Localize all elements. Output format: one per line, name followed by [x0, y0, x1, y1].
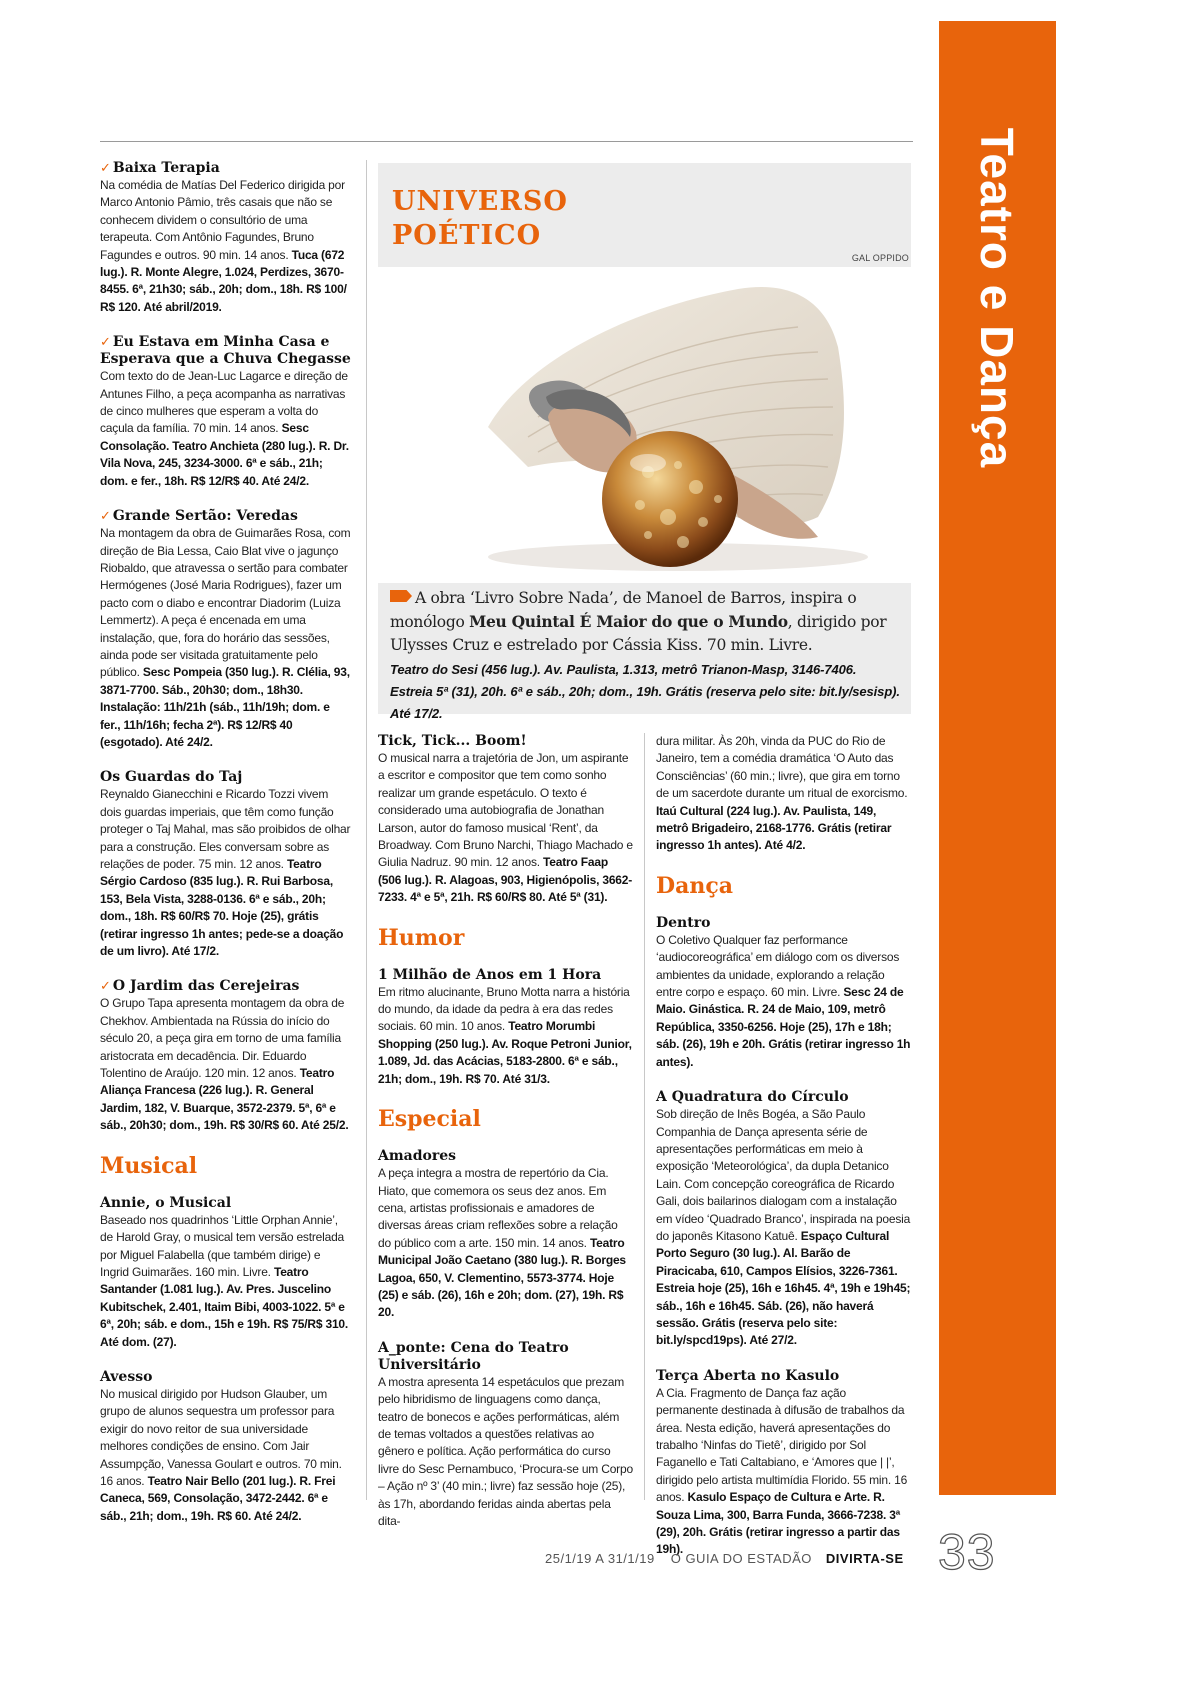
listing-text: O Grupo Tapa apresenta montagem da obra de Chekhov. Ambientada na Rússia do início do século 20, a peça gira em torno de uma família aristocrata em decadência. Dir. Eduardo Tolentino de Araújo. 120 min. 12 anos. Teatro Aliança Francesa (226 lug.). R. General Jardim, 182, V. Buarque, 3572-2379. 5ª, 6ª e sáb., 20h30; dom., 19h. R$ 30/R$ 60. Até 25/2. — [100, 996, 349, 1133]
listing-text: A mostra apresenta 14 espetáculos que prezam pelo hibridismo de linguagens como dança, teatro de bonecos e ações performáticas, além de temas voltados a questões relativas ao gênero e política. Ação performática do curso livre do Sesc Pernambuco, ‘Procura-se um Corpo – Ação nº 3’ (40 min.; livre) faz sessão hoje (25), às 17h, abordando feridas ainda abertas pela dita- — [378, 1374, 633, 1528]
listing-text: Sob direção de Inês Bogéa, a São Paulo Companhia de Dança apresenta série de apresentações performáticas em meio à exposição ‘Meteorológica’, da dupla Detanico Lain. Com concepção coreográfica de Ricardo Gali, dois bailarinos dialogam com a instalação em vídeo ‘Quadrado Branco’, inspirada na poesia do japonês Kitasono Katuê. Espaço Cultural Porto Seguro (30 lug.). Al. Barão de Piracicaba, 610, Campos Elísios, 3226-7361. Estreia hoje (25), 16h e 16h45. 4ª, 19h e 19h45; sáb., 16h e 16h45. Sáb. (26), não haverá sessão. Grátis (reserva pelo site: bit.ly/spcd19ps). Até 27/2. — [656, 1107, 911, 1348]
listing-entry — [100, 1369, 352, 1525]
listing-text: Reynaldo Gianecchini e Ricardo Tozzi vivem dois guardas imperiais, que têm como função proteger o Taj Mahal, mas são proibidos de olhar para a construção. Eles conversam sobre as relações de poder. 75 min. 12 anos. Teatro Sérgio Cardoso (835 lug.). R. Rui Barbosa, 153, Bela Vista, 3288-0136. 6ª e sáb., 20h; dom., 18h. R$ 60/R$ 70. Hoje (25), grátis (retirar ingresso 1h antes; pede-se a doação de um livro). Até 17/2. — [100, 787, 351, 959]
top-rule — [100, 141, 913, 142]
listing-title: ✓ Eu Estava em Minha Casa e Esperava que a Chuva Chegasse — [100, 334, 351, 368]
section-title: Teatro e Dança — [971, 127, 1023, 469]
listing-title: A Quadratura do Círculo — [656, 1089, 849, 1106]
listing-text: dura militar. Às 20h, vinda da PUC do Rio de Janeiro, tem a comédia dramática ‘O Auto das Consciências’ (60 min.; livre), que gira em torno de um sacerdote durante um ritual de exorcismo. Itaú Cultural (224 lug.). Av. Paulista, 149, metrô Brigadeiro, 2168-1776. Grátis (retirar ingresso 1h antes). Até 4/2. — [656, 734, 908, 853]
feature-venue-info: Teatro do Sesi (456 lug.). Av. Paulista, 1.313, metrô Trianon-Masp, 3146-7406. Estreia 5ª (31), 20h. 6ª e sáb., 20h; dom., 19h. Grátis (reserva pelo site: bit.ly/sesisp). Até 17/2. — [390, 662, 900, 721]
listing-entry — [100, 160, 352, 316]
column-left — [100, 160, 352, 1543]
listing-title: Avesso — [100, 1368, 153, 1385]
listing-text: Na comédia de Matías Del Federico dirigida por Marco Antonio Pâmio, três casais que não se conhecem dividem o consultório de uma terapeuta. Com Antônio Fagundes, Bruno Fagundes e outros. 90 min. 14 anos. Tuca (672 lug.). R. Monte Alegre, 1.024, Perdizes, 3670-8455. 6ª, 21h30; sáb., 20h; dom., 18h. R$ 100/ R$ 120. Até abril/2019. — [100, 178, 347, 314]
page-footer — [545, 1551, 904, 1566]
listing-text: A peça integra a mostra de repertório da Cia. Hiato, que comemora os seus dez anos. Em cena, artistas profissionais e amadores de diversas áreas criam reflexões sobre a relação do público com a arte. 150 min. 14 anos. Teatro Municipal João Caetano (380 lug.). R. Borges Lagoa, 650, V. Clementino, 5573-3774. Hoje (25) e sáb. (26), 16h e 20h; dom. (27), 19h. R$ 20. — [378, 1166, 626, 1320]
checkmark-icon: ✓ — [100, 335, 111, 351]
issue-dates: 25/1/19 A 31/1/19 — [545, 1551, 655, 1566]
listing-title: 1 Milhão de Anos em 1 Hora — [378, 966, 602, 983]
listing-title: Dentro — [656, 914, 711, 931]
listing-entry — [100, 1195, 352, 1351]
listing-text: Com texto do de Jean-Luc Lagarce e direção de Antunes Filho, a peça acompanha as narrativas de cinco mulheres que esperam a volta do caçula da família. 70 min. 14 anos. Sesc Consolação. Teatro Anchieta (280 lug.). R. Dr. Vila Nova, 245, 3234-3000. 6ª e sáb., 21h; dom. e fer., 18h. R$ 12/R$ 40. Até 24/2. — [100, 369, 349, 488]
feature-caption: A obra ‘Livro Sobre Nada’, de Manoel de Barros, inspira o monólogo Meu Quintal É Maior do que o Mundo, dirigido por Ulysses Cruz e estrelado por Cássia Kiss. 70 min. Livre. — [390, 589, 887, 654]
listing-title: A_ponte: Cena do Teatro Universitário — [378, 1339, 569, 1373]
listing-entry — [378, 1148, 633, 1322]
section-heading-humor: Humor — [378, 924, 465, 951]
section-heading-musical: Musical — [100, 1152, 198, 1179]
column-divider — [366, 160, 367, 1500]
listing-title: ✓ Grande Sertão: Veredas — [100, 508, 298, 525]
listing-text: O Coletivo Qualquer faz performance ‘audiocoreográfica’ em diálogo com os diversos ambientes da unidade, explorando a relação entre corpo e espaço. 60 min. Livre. Sesc 24 de Maio. Ginástica. R. 24 de Maio, 109, metrô República, 3350-6256. Hoje (25), 17h e 18h; sáb. (26), 19h e 20h. Grátis (retirar ingresso 1h antes). — [656, 932, 911, 1069]
listing-title: Amadores — [378, 1148, 457, 1165]
listing-title: Annie, o Musical — [100, 1194, 232, 1211]
checkmark-icon: ✓ — [100, 509, 111, 525]
listing-title: Os Guardas do Taj — [100, 769, 243, 786]
listing-entry — [100, 769, 352, 960]
photo-credit: GAL OPPIDO — [851, 253, 909, 263]
listing-entry — [378, 1340, 633, 1531]
listing-entry — [656, 915, 911, 1071]
listing-title: Tick, Tick... Boom! — [378, 733, 527, 749]
listing-text: Baseado nos quadrinhos ‘Little Orphan Annie’, de Harold Gray, o musical tem versão estrelada por Miguel Falabella (que também dirige) e Ingrid Guimarães. 160 min. Livre. Teatro Santander (1.081 lug.). Av. Pres. Juscelino Kubitschek, 2.401, Itaim Bibi, 4003-1022. 5ª e 6ª, 20h; sáb. e dom., 15h e 19h. R$ 75/R$ 310. Até dom. (27). — [100, 1212, 349, 1349]
section-heading-danca: Dança — [656, 872, 733, 899]
listing-entry — [100, 978, 352, 1134]
listing-entry — [656, 1368, 911, 1559]
listing-entry — [378, 733, 633, 907]
checkmark-icon: ✓ — [100, 161, 111, 176]
checkmark-icon: ✓ — [100, 979, 111, 995]
listing-text: Em ritmo alucinante, Bruno Motta narra a história do mundo, da idade da pedra à era das redes sociais. 60 min. 10 anos. Teatro Morumbi Shopping (250 lug.). Av. Roque Petroni Junior, 1.089, Jd. das Acácias, 5183-2800. 6ª e sáb., 21h; dom., 19h. R$ 70. Até 31/3. — [378, 984, 632, 1086]
listing-text: Na montagem da obra de Guimarães Rosa, com direção de Bia Lessa, Caio Blat vive o jagunço Riobaldo, que atravessa o sertão para combater Hermógenes (José Maria Rodrigues), fazer um pacto com o diabo e encontrar Diadorim (Luiza Lemmertz). A peça é encenada em uma instalação, que, fora do horário das sessões, ainda pode ser visitada gratuitamente pelo público. Sesc Pompeia (350 lug.). R. Clélia, 93, 3871-7700. Sáb., 20h30; dom., 18h30. Instalação: 11h/21h (sáb., 11h/19h; dom. e fer., 11h/16h; fecha 2ª). R$ 12/R$ 40 (esgotado). Até 24/2. — [100, 526, 351, 749]
listing-text: O musical narra a trajetória de Jon, um aspirante a escritor e compositor que tem como sonho realizar um grande espetáculo. O texto é considerado uma autobiografia de Jonathan Larson, autor do famoso musical ‘Rent’, da Broadway. Com Bruno Narchi, Thiago Machado e Giulia Nadruz. 90 min. 12 anos. Teatro Faap (506 lug.). R. Alagoas, 903, Higienópolis, 3662-7233. 4ª e 5ª, 21h. R$ 60/R$ 80. Até 5ª (31). — [378, 751, 633, 905]
column-right — [656, 733, 911, 1577]
column-middle — [378, 733, 633, 1548]
feature-box — [378, 163, 911, 721]
listing-title: Terça Aberta no Kasulo — [656, 1367, 840, 1384]
publication-name: O GUIA DO ESTADÃO — [670, 1551, 812, 1566]
listing-continuation — [656, 733, 911, 855]
page-number: 33 — [938, 1524, 996, 1580]
brand-name: DIVIRTA-SE — [825, 1551, 904, 1566]
listing-entry — [100, 508, 352, 751]
performer-illustration — [378, 267, 911, 583]
listing-title: ✓ Baixa Terapia — [100, 160, 220, 176]
feature-title: UNIVERSO POÉTICO — [392, 186, 568, 251]
arrow-icon — [390, 590, 412, 602]
column-divider — [644, 733, 645, 1500]
section-heading-especial: Especial — [378, 1106, 481, 1133]
listing-entry — [378, 967, 633, 1088]
listing-entry — [100, 334, 352, 490]
listing-title: ✓ O Jardim das Cerejeiras — [100, 978, 300, 995]
listing-text: A Cia. Fragmento de Dança faz ação permanente destinada à difusão de trabalhos da área. Nesta edição, haverá apresentações do trabalho ‘Ninfas do Tietê’, dirigido por Sol Faganello e Tati Caltabiano, e ‘Amores que | |’, dirigido pelo artista multimídia Florido. 55 min. 16 anos. Kasulo Espaço de Cultura e Arte. R. Souza Lima, 300, Barra Funda, 3666-7238. 3ª (29), 20h. Grátis (retirar ingresso a partir das 19h). — [656, 1385, 908, 1557]
listing-text: No musical dirigido por Hudson Glauber, um grupo de alunos sequestra um professor para exigir do novo reitor de sua universidade melhores condições de ensino. Com Jair Assumpção, Vanessa Goulart e outros. 70 min. 16 anos. Teatro Nair Bello (201 lug.). R. Frei Caneca, 569, Consolação, 3472-2442. 6ª e sáb., 21h; dom., 19h. R$ 60. Até 24/2. — [100, 1386, 342, 1523]
listing-entry — [656, 1089, 911, 1350]
feature-photo — [378, 267, 911, 583]
